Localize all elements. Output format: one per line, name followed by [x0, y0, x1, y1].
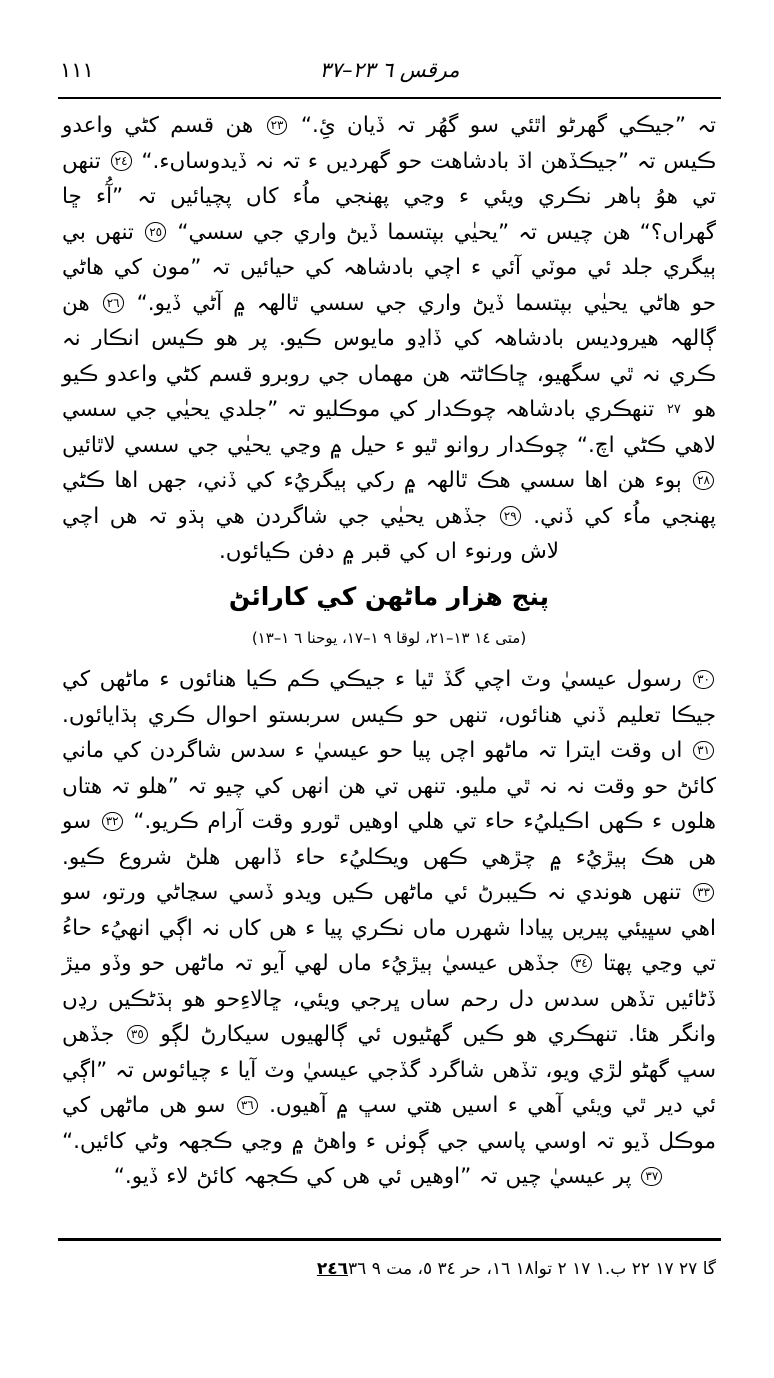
verse-number: ٣٢ [102, 812, 123, 832]
verse-text: رسول عيسيٰ وٽ اچي گڏ ٿيا ء جيڪي ڪم ڪيا هنائوں ء ماڻهں کي جيڪا تعليم ڏني هنائوں، تنهں حو ڪيس سربستو احوال ڪري ٻڌايائوں. [62, 667, 716, 728]
verse-number: ٢٩ [500, 506, 521, 526]
verse-text: تہ ”جيڪي گھرڻو اٿئي سو گھُر تہ ڏيان ئِ.“ [289, 113, 716, 138]
verse-number: ٢٨ [693, 471, 714, 491]
paragraph [62, 108, 716, 570]
page-footer [62, 1256, 716, 1282]
verse-number: ٢٣ [267, 116, 288, 136]
footer-key-number: ٢٤٦ [316, 1259, 349, 1279]
verse-text: جڏهں يحيٰي جي شاگردن هي ٻڌو تہ هں اچي لاش ورنوء اں کي قبر ۾ دفن ڪيائوں. [62, 503, 560, 564]
verse-text: تنهڪري بادشاهہ چوڪدار کي موڪليو تہ ”جلدي يحيٰي جي سسي لاهي ڪڻي اچ.“ چوڪدار روانو ٿيو ء حيل ۾ وڃي يحيٰي جي سسي لاٿائيں [62, 397, 716, 458]
page-number: ١١١ [60, 58, 94, 82]
verse-text: جڏهں سڀ گھڻو لڙي ويو، تڏهں شاگرد گڏجي عيسيٰ وٽ آيا ء چيائوس تہ ”اڳي ئي دير ٿي ويئي آهي ء اسيں هتي سڀ ۾ آهيوں. [62, 1022, 716, 1118]
verse-number: ٢٤ [111, 151, 132, 171]
body-text-top [62, 108, 716, 570]
verse-text: هن ڳالهہ هيروديس بادشاهہ کي ڏاڍو مايوس ڪيو. پر هو ڪيس انڪار نہ ڪري نہ ٿي سگھيو، ڇاڪاڻتہ هن مهماں جي روبرو قسم کڻي واعدو ڪيو هو [62, 290, 717, 422]
verse-number: ٣٣ [693, 883, 714, 903]
footer-references: گا ٢٧ ١٧ ٢٢ ب.١ ١٧ ٢ توا١٨ ١٦، حر ٣٤ ٥، مت ٩ ٣٦ [348, 1259, 716, 1279]
verse-number: ٢٦ [103, 293, 124, 313]
verse-number: ٢٧ [666, 402, 681, 417]
running-head: مرقس ٦ ٢٣–٣٧ [319, 58, 460, 82]
paragraph [62, 875, 716, 1195]
verse-number: ٣٠ [693, 670, 714, 690]
verse-text: هن قسم کڻي واعدو ڪيس تہ ”جيڪڏهن اڌ بادشاهت حو گھرديں ء تہ نہ ڏيدوساںء.“ [62, 113, 716, 174]
verse-text: ٻوء هن اها سسي هڪ ٿالهہ ۾ رکي ٻيگريُء کي ڏني، جهں اها ڪڻي پهنجي ماُء کي ڏني. [62, 468, 716, 529]
verse-number: ٢٥ [145, 222, 166, 242]
footer-divider-rule [58, 1238, 721, 1241]
verse-text: جڏهں عيسيٰ ٻيڙيُء ماں لهي آيو تہ ماڻهں حو وڏو ميڙ ڏڻائيں تڏهں سدس دل رحم ساں ڀرجي ويئي، ڇالاءِحو هو ٻڌڻڪيں رڍں وانگر هئا. تنهڪري هو ڪيں گھڻيوں ئي ڳالهيوں سيکارڻ لڳو [62, 951, 716, 1047]
verse-text: سو هں هڪ ٻيڙيُء ۾ چڙهي ڪهں ويڪليُء حاء ڏاںهں هلڻ شروع ڪيو. [62, 809, 716, 870]
section-cross-references: (متى ١٤ ١٣–٢١، لوقا ٩ ١–١٧، يوحنا ٦ ١–١٣) [251, 629, 527, 647]
verse-number: ٣٤ [571, 954, 592, 974]
verse-number: ٣٦ [237, 1096, 258, 1116]
header-divider-rule [58, 97, 721, 99]
verse-text: پر عيسيٰ چيں تہ ”اوهيں ئي هں کي ڪجهہ کائڻ لاء ڏيو.“ [113, 1164, 640, 1189]
verse-text: اں وقت ايترا تہ ماڻهو اچں پيا حو عيسيٰ ء سدس شاگردن کي ماني کائڻ حو وقت نہ نہ ٿي مليو. تنهں تي هن انهں کي چيو تہ ”هلو تہ هتاں هلوں ء ڪهں اڪيليُء حاء تي هلي اوهيں ٿورو وقت آرام ڪريو.“ [62, 738, 716, 834]
page-header [60, 58, 719, 92]
verse-number: ٣٥ [127, 1025, 148, 1045]
verse-text: تنهں تي هوُ ٻاهر نڪري ويئي ء وڃي پهنجي ماُء کاں پچيائيں تہ ”آُء ڇا گھراں؟“ هن چيس تہ ”يحيٰي بپتسما ڏيڻ واري جي سسي“ [62, 148, 716, 245]
verse-number: ٣٧ [641, 1167, 662, 1187]
body-text-bottom [62, 662, 716, 1195]
paragraph [62, 662, 716, 875]
verse-text: سو هں ماڻهں کي موڪل ڏيو تہ اوسي پاسي جي ڳوٺں ء واهڻ ۾ وڃي ڪجهہ وڻي کائيں.“ [62, 1093, 716, 1154]
page-header-inner [60, 58, 719, 92]
section-heading: پنج هزار ماڻهن کي کارائڻ [228, 582, 550, 611]
verse-text: تنهں هوندي نہ ڪيبرڻ ئي ماڻهں ڪيں ويدو ڏسي سڃاڻي ورتو، سو اهي سڀيئي پيريں پيادا شهرں ماں نڪري پيا ء هں کاں نہ اڳي انهيُء حاءُ تي وڃي پهتا [62, 880, 716, 976]
verse-number: ٣١ [693, 741, 714, 761]
verse-text: تنهں بي ٻيگري جلد ئي موٽي آئي ء اچي بادشاهہ کي حيائيں تہ ”مون کي هاڻي حو هاڻي يحيٰي بپتسما ڏيڻ واري جي سسي ٿالهہ ۾ آڻي ڏيو.“ [62, 219, 716, 316]
